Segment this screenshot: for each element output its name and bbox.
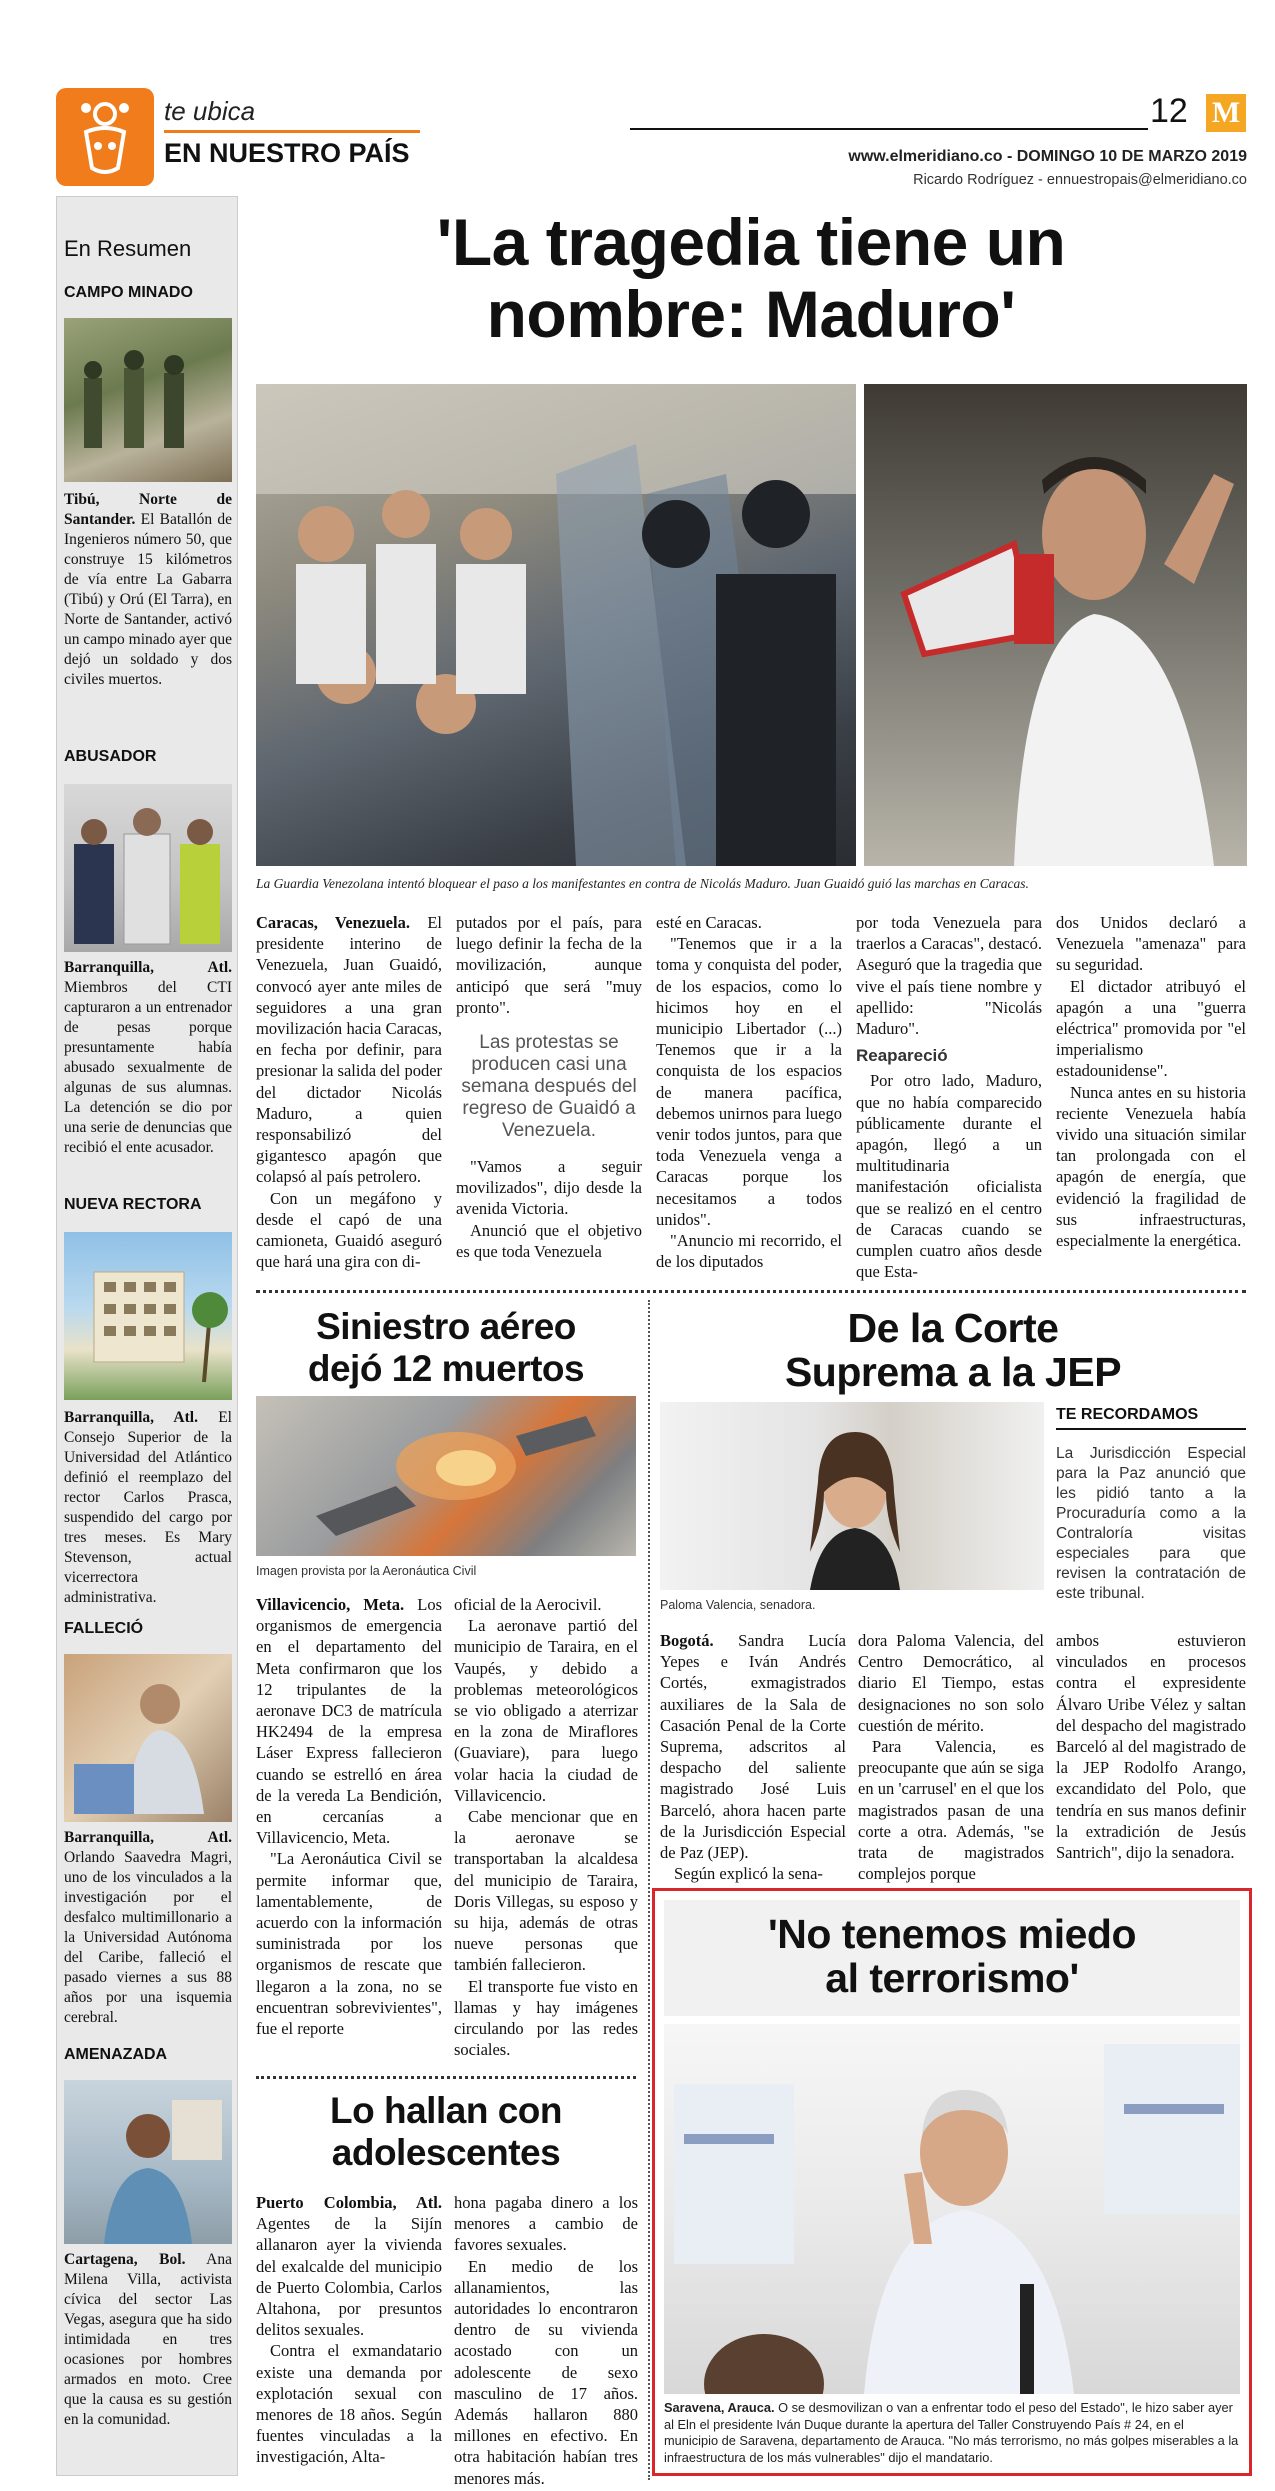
pull-quote: Las protestas se producen casi una semana después del regreso de Guaidó a Venezuela.	[461, 1032, 637, 1142]
siniestro-photo-caption: Imagen provista por la Aeronáutica Civil	[256, 1564, 477, 1578]
jep-col-3: ambos estuvieron vinculados en procesos contra el expresidente Álvaro Uribe Vélez y saltan del despacho del magistrado Barceló al del magistrado de la JEP Rodolfo Arango, excandidato del Polo, que tendría en sus manos definir la extradición de Jesús Santrich", dijo la senadora.	[1056, 1631, 1246, 1863]
jep-col-1: Bogotá. Sandra Lucía Yepes e Iván Andrés Cortés, exmagistrados auxiliares de la Sala de Casación Penal de la Corte Suprema, adscritos al despacho del saliente magistrado José Luis Barceló, ahora hacen parte de la Jurisdicción Especial de Paz (JEP). Según explicó la sena-	[660, 1631, 846, 1884]
main-col-2: putados por el país, para luego definir la fecha de la movilización, aunque anticipó que será "muy pronto". Las protestas se producen casi una semana después del regreso de Guaidó a Venezuela. "Vamos a seguir movilizados", dijo desde la avenida Victoria. Anunció que el objetivo es que toda Venezuela	[456, 913, 642, 1261]
site-date: www.elmeridiano.co - DOMINGO 10 DE MARZO 2019	[848, 148, 1247, 165]
main-col-1: Caracas, Venezuela. El presidente interino de Venezuela, Juan Guaidó, convocó ayer ante miles de seguidores a una gran movilización hacia Caracas, en fecha por definir, para presionar la salida del poder del dictador Nicolás Maduro, a quien responsabilizó del gigantesco apagón que colapsó al país petrolero. Con un megáfono y desde el capó de una camioneta, Guaidó aseguró que hará una gira con di-	[256, 913, 443, 1272]
sidebar-item-text: Barranquilla, Atl. El Consejo Superior de la Universidad del Atlántico definió el reemplazo del rector Carlos Prasca, suspendido del cargo por tres meses. Es Mary Stevenson, actual vicerrectora administrativa.	[64, 1409, 232, 1606]
terrorismo-headline: 'No tenemos miedo al terrorismo'	[767, 1911, 1137, 2001]
sidebar-item-text: Tibú, Norte de Santander. El Batallón de Ingenieros número 50, que construye 15 kilómetros de vía entre La Gabarra (Tibú) y Orú (El Tarra), en Norte de Santander, activó un campo minado ayer que dejó un soldado y dos civiles muertos.	[64, 491, 233, 688]
subheading-reaparecio: Reapareció	[856, 1046, 948, 1066]
sidebar-photo-soldiers	[64, 318, 232, 482]
section-divider	[256, 1290, 1246, 1293]
sidebar-item-text: Cartagena, Bol. Ana Milena Villa, activista cívica del sector Las Vegas, asegura que ha sido intimidada en tres ocasiones por hombres armados en moto. Cree que la causa es su gestión en la comunidad.	[64, 2251, 232, 2428]
jep-box-text: La Jurisdicción Especial para la Paz anunció que les pidió tanto a la Procuraduría como a la Contraloría visitas especiales para que revisen la contratación de este tribunal.	[1056, 1445, 1246, 1602]
kicker-rule	[164, 130, 420, 133]
jep-headline: De la Corte Suprema a la JEP	[784, 1305, 1122, 1395]
hallan-col-2: hona pagaba dinero a los menores a cambio de favores sexuales. En medio de los allanamientos, las autoridades lo encontraron dentro de su vivienda acostado con un adolescente de sexo masculino de 17 años. Además hallaron 880 millones en efectivo. En otra habitación habían tres menores más.	[454, 2193, 638, 2488]
sidebar-item-text: Barranquilla, Atl. Orlando Saavedra Magri, uno de los vinculados a la investigación por el desfalco multimillonario a la Universidad Autónoma del Caribe, falleció el pasado viernes a sus 88 años por una isquemia cerebral.	[64, 1829, 232, 2026]
header-rule	[630, 128, 1148, 130]
terrorismo-photo-duque	[664, 2024, 1240, 2394]
figure-icon	[56, 88, 154, 186]
main-headline: 'La tragedia tiene un nombre: Maduro'	[436, 205, 1066, 351]
hallan-headline: Lo hallan con adolescentes	[330, 2090, 562, 2173]
jep-photo-caption: Paloma Valencia, senadora.	[660, 1598, 816, 1612]
page-number: 12	[1150, 92, 1188, 130]
siniestro-col-2: oficial de la Aerocivil. La aeronave partió del municipio de Taraira, en el Vaupés, y debido a problemas meteorológicos se vio obligado a aterrizar en la zona de Miraflores (Guaviare), para luego volar hacia la ciudad de Villavicencio. Cabe mencionar que en la aeronave se transportaban la alcaldesa del municipio de Taraira, Doris Villegas, su esposo y su hija, además de otras nueve personas que también fallecieron. El transporte fue visto en llamas y hay imágenes circulando por las redes sociales.	[454, 1595, 638, 2060]
main-photo-guaido	[864, 384, 1247, 866]
jep-photo-paloma	[660, 1402, 1044, 1590]
sidebar-item-head: CAMPO MINADO	[64, 284, 193, 301]
main-col-4: por toda Venezuela para traerlos a Caracas", destacó. Aseguró que la tragedia que vive el país tiene nombre y apellido: "Nicolás Maduro". Reapareció Por otro lado, Maduro, que no había comparecido públicamente durante el apagón, llegó a un multitudinaria manifestación oficialista que se realizó en el centro de Caracas cuando se cumplen cuatro años desde que Esta-	[856, 913, 1042, 1282]
siniestro-photo-crash	[256, 1396, 636, 1556]
main-col-3: esté en Caracas. "Tenemos que ir a la toma y conquista del poder, de los espacios, como lo hicimos hoy en el municipio Libertador (...) Tenemos que ir a la conquista de los espacios de manera pacífica, debemos unirnos para luego venir todos juntos, para que toda Venezuela venga a Caracas porque los necesitamos a todos unidos". "Anuncio mi recorrido, el de los diputados	[656, 913, 842, 1272]
sidebar-item-text: Barranquilla, Atl. Miembros del CTI capturaron a un entrenador de pesas porque presuntamente había abusado sexualmente de algunas de sus alumnas. La detención se dio por una serie de denuncias que recibió el ente acusador.	[64, 959, 232, 1156]
hallan-col-1: Puerto Colombia, Atl. Agentes de la Sijín allanaron ayer la vivienda del exalcalde del municipio de Puerto Colombia, Carlos Altahona, por presuntos delitos sexuales. Contra el exmandatario existe una demanda por explotación sexual con menores de 18 años. Según fuentes vinculadas a la investigación, Alta-	[256, 2193, 442, 2467]
sidebar-title: En Resumen	[64, 236, 192, 261]
sidebar-photo-elderly-man	[64, 1654, 232, 1822]
main-photo-caption: La Guardia Venezolana intentó bloquear el paso a los manifestantes en contra de Nicolás Maduro. Juan Guaidó guió las marchas en Caracas.	[256, 876, 1029, 891]
jep-col-2: dora Paloma Valencia, del Centro Democrático, al diario El Tiempo, estas designaciones no son solo cuestión de mérito. Para Valencia, es preocupante que aún se siga en un 'carrusel' en el que los magistrados pasan de una corte a otra. Además, "se trata de magistrados complejos porque	[858, 1631, 1044, 1884]
siniestro-divider	[256, 2076, 636, 2079]
sidebar-photo-activist	[64, 2080, 232, 2244]
sidebar-item-head: NUEVA RECTORA	[64, 1196, 202, 1213]
byline: Ricardo Rodríguez - ennuestropais@elmeridiano.co	[913, 172, 1247, 188]
sidebar-photo-university	[64, 1232, 232, 1400]
section-logo	[56, 88, 154, 186]
jep-box-title: TE RECORDAMOS	[1056, 1406, 1246, 1430]
sidebar-item-head: AMENAZADA	[64, 2046, 168, 2063]
column-divider	[648, 1300, 650, 2480]
terrorismo-caption: Saravena, Arauca. O se desmovilizan o van a enfrentar todo el peso del Estado", le hizo saber ayer al Eln el presidente Iván Duque durante la apertura del Taller Construyendo País # 24, en el municipio de Saravena, departamento de Arauca. "No más terrorismo, no más golpes miserables a la infraestructura de los más vulnerables" dijo el mandatario.	[664, 2400, 1239, 2465]
siniestro-headline: Siniestro aéreo dejó 12 muertos	[307, 1306, 585, 1389]
meridiano-logo: M	[1206, 94, 1246, 132]
siniestro-col-1: Villavicencio, Meta. Los organismos de emergencia en el departamento del Meta confirmaron que los 12 tripulantes de la aeronave DC3 de matrícula HK2494 de la empresa Láser Express fallecieron cuando se estrelló en área de la vereda La Bendición, en cercanías a Villavicencio, Meta. "La Aeronáutica Civil se permite informar que, lamentablemente, de acuerdo con la información suministrada por los organismos de rescate que llegaron a la zona, no se encuentran sobrevivientes", fue el reporte	[256, 1595, 443, 2039]
main-col-5: dos Unidos declaró a Venezuela "amenaza" para su seguridad. El dictador atribuyó el apagón a una "guerra eléctrica" promovida por "el imperialismo estadounidense". Nunca antes en su historia reciente Venezuela había vivido una situación similar tan prolongada con el apagón de energía, que evidenció la fragilidad de sus infraestructuras, especialmente la energética.	[1056, 913, 1246, 1251]
section-name: EN NUESTRO PAÍS	[164, 138, 410, 168]
sidebar-item-head: ABUSADOR	[64, 748, 157, 765]
sidebar-photo-arrest	[64, 784, 232, 952]
section-kicker: te ubica	[164, 96, 256, 126]
main-photo-protest	[256, 384, 856, 866]
sidebar-item-head: FALLECIÓ	[64, 1620, 144, 1637]
